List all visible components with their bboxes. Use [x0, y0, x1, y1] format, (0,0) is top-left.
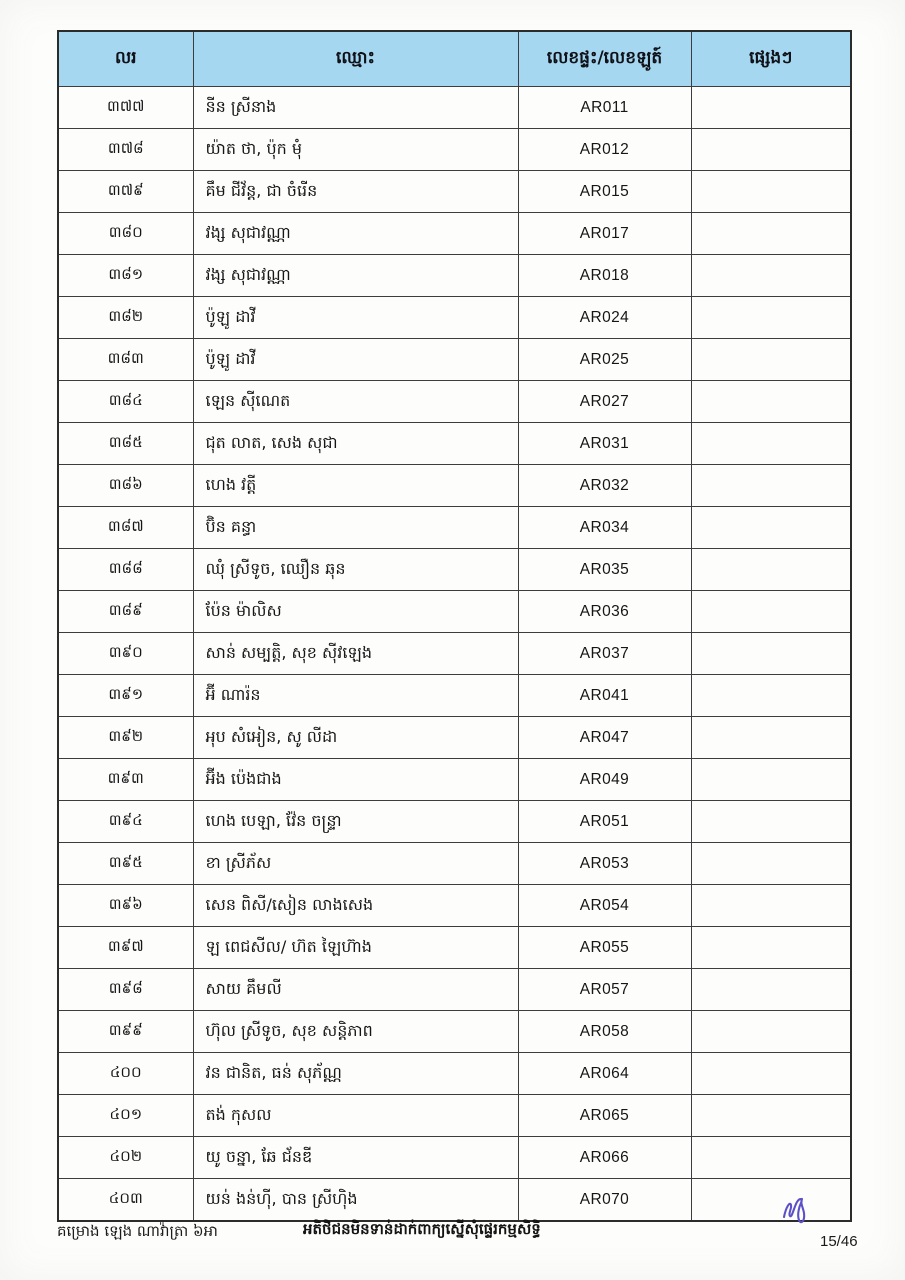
other-cell — [691, 297, 851, 339]
row-number-cell: ៣៩៦ — [58, 885, 193, 927]
lot-code-cell: AR049 — [518, 759, 691, 801]
name-cell: យន់ ងន់ហ៊ី, បាន ស្រីហ៊ិង — [193, 1179, 518, 1222]
name-cell: នីន ស្រីនាង — [193, 87, 518, 129]
table-row — [58, 927, 851, 969]
lot-code-cell: AR037 — [518, 633, 691, 675]
table-body — [58, 87, 851, 1222]
column-header-house-lot: លេខផ្ទះ/លេខឡូត៍ — [518, 31, 691, 87]
footer-project-name: គម្រោង ឡេង ណាវ៉ាត្រា ៦អា — [57, 1222, 218, 1240]
lot-code-cell: AR034 — [518, 507, 691, 549]
row-number-cell: ៣៧៧ — [58, 87, 193, 129]
lot-code-cell: AR011 — [518, 87, 691, 129]
row-number-cell: ៣៨៦ — [58, 465, 193, 507]
row-number-cell: ៣៩២ — [58, 717, 193, 759]
lot-code-cell: AR035 — [518, 549, 691, 591]
name-cell: វង្ស សុជាវណ្ណា — [193, 255, 518, 297]
name-cell: សាន់ សម្បត្តិ, សុខ ស៊ីវឡេង — [193, 633, 518, 675]
row-number-cell: ៣៩១ — [58, 675, 193, 717]
row-number-cell: ៣៨៧ — [58, 507, 193, 549]
other-cell — [691, 885, 851, 927]
lot-code-cell: AR058 — [518, 1011, 691, 1053]
other-cell — [691, 171, 851, 213]
lot-code-cell: AR036 — [518, 591, 691, 633]
other-cell — [691, 633, 851, 675]
name-cell: អ៊ីង ប៉េងជាង — [193, 759, 518, 801]
lot-code-cell: AR012 — [518, 129, 691, 171]
table-row — [58, 885, 851, 927]
other-cell — [691, 1137, 851, 1179]
name-cell: តង់ កុសល — [193, 1095, 518, 1137]
table-row — [58, 423, 851, 465]
other-cell — [691, 843, 851, 885]
row-number-cell: ៣៨០ — [58, 213, 193, 255]
row-number-cell: ៤០០ — [58, 1053, 193, 1095]
other-cell — [691, 549, 851, 591]
row-number-cell: ៣៩៩ — [58, 1011, 193, 1053]
table-row — [58, 339, 851, 381]
row-number-cell: ៣៩០ — [58, 633, 193, 675]
row-number-cell: ៣៨១ — [58, 255, 193, 297]
lot-code-cell: AR015 — [518, 171, 691, 213]
row-number-cell: ៣៨២ — [58, 297, 193, 339]
table-row — [58, 759, 851, 801]
other-cell — [691, 129, 851, 171]
table-row — [58, 507, 851, 549]
other-cell — [691, 927, 851, 969]
table-row — [58, 1179, 851, 1222]
name-cell: ប៉ែន ម៉ាលិស — [193, 591, 518, 633]
name-cell: ជុត លាត, សេង សុជា — [193, 423, 518, 465]
table-row — [58, 549, 851, 591]
table-row — [58, 1053, 851, 1095]
name-cell: អ៊ី ណារ៉ន — [193, 675, 518, 717]
table-row — [58, 675, 851, 717]
lot-code-cell: AR041 — [518, 675, 691, 717]
other-cell — [691, 759, 851, 801]
row-number-cell: ៣៩៧ — [58, 927, 193, 969]
other-cell — [691, 507, 851, 549]
other-cell — [691, 213, 851, 255]
table-row — [58, 465, 851, 507]
lot-code-cell: AR032 — [518, 465, 691, 507]
name-cell: ប៊ិន គន្ធា — [193, 507, 518, 549]
column-header-name: ឈ្មោះ — [193, 31, 518, 87]
name-cell: សេន ពិសី/សៀន លាងសេង — [193, 885, 518, 927]
other-cell — [691, 1179, 851, 1222]
table-row — [58, 1011, 851, 1053]
lot-code-cell: AR054 — [518, 885, 691, 927]
name-cell: ឡេន ស៊ីណេត — [193, 381, 518, 423]
footer-note: អតិថិជនមិនទាន់ដាក់ពាក្យស្នើសុំផ្ទេរកម្មសិទ្ធិ — [303, 1220, 541, 1238]
name-cell: យ៉ាត ថា, ប៉ុក មុំ — [193, 129, 518, 171]
row-number-cell: ៣៧៨ — [58, 129, 193, 171]
table-row — [58, 1095, 851, 1137]
row-number-cell: ៣៨៩ — [58, 591, 193, 633]
row-number-cell: ៤០២ — [58, 1137, 193, 1179]
row-number-cell: ៣៨៣ — [58, 339, 193, 381]
lot-code-cell: AR031 — [518, 423, 691, 465]
lot-code-cell: AR024 — [518, 297, 691, 339]
name-cell: គឹម ជីវ័ន្ត, ជា ចំរើន — [193, 171, 518, 213]
lot-code-cell: AR018 — [518, 255, 691, 297]
name-cell: ប៉ូឡូ ដាវី — [193, 339, 518, 381]
other-cell — [691, 675, 851, 717]
lot-code-cell: AR065 — [518, 1095, 691, 1137]
table-row — [58, 717, 851, 759]
row-number-cell: ៣៩៣ — [58, 759, 193, 801]
lot-code-cell: AR055 — [518, 927, 691, 969]
lot-code-cell: AR017 — [518, 213, 691, 255]
table-row — [58, 633, 851, 675]
lot-code-cell: AR047 — [518, 717, 691, 759]
other-cell — [691, 717, 851, 759]
other-cell — [691, 339, 851, 381]
row-number-cell: ៣៩៤ — [58, 801, 193, 843]
name-cell: ឈុំ ស្រីទូច, ឈឿន ឆុន — [193, 549, 518, 591]
other-cell — [691, 1011, 851, 1053]
other-cell — [691, 1095, 851, 1137]
table-row — [58, 297, 851, 339]
table-row — [58, 843, 851, 885]
other-cell — [691, 801, 851, 843]
lot-code-cell: AR066 — [518, 1137, 691, 1179]
lot-code-cell: AR051 — [518, 801, 691, 843]
table-row — [58, 129, 851, 171]
name-cell: ប៉ូឡូ ដាវី — [193, 297, 518, 339]
lot-code-cell: AR070 — [518, 1179, 691, 1222]
table-row — [58, 87, 851, 129]
column-header-other: ផ្សេងៗ — [691, 31, 851, 87]
lot-code-cell: AR053 — [518, 843, 691, 885]
table-row — [58, 801, 851, 843]
name-cell: ហ៊ុល ស្រីទូច, សុខ សន្តិភាព — [193, 1011, 518, 1053]
name-cell: ខា ស្រីភ័ស — [193, 843, 518, 885]
name-cell: ហេង បេឡា, វ៉ែន ចន្ទ្រា — [193, 801, 518, 843]
other-cell — [691, 465, 851, 507]
table-row — [58, 381, 851, 423]
page-number: 15/46 — [820, 1233, 858, 1250]
name-cell: ឡ ពេជសីល/ ហ៊ត ឡៃហ៊ាង — [193, 927, 518, 969]
lot-code-cell: AR027 — [518, 381, 691, 423]
row-number-cell: ៣៩៥ — [58, 843, 193, 885]
table-header-row — [58, 31, 851, 87]
handwritten-initial-icon — [781, 1190, 811, 1230]
other-cell — [691, 969, 851, 1011]
table-row — [58, 969, 851, 1011]
table-row — [58, 1137, 851, 1179]
other-cell — [691, 591, 851, 633]
other-cell — [691, 1053, 851, 1095]
row-number-cell: ៤០៣ — [58, 1179, 193, 1222]
row-number-cell: ៤០១ — [58, 1095, 193, 1137]
name-cell: ហេង វត្តី — [193, 465, 518, 507]
column-header-number: លរ — [58, 31, 193, 87]
other-cell — [691, 423, 851, 465]
name-cell: វង្ស សុជាវណ្ណា — [193, 213, 518, 255]
table-row — [58, 255, 851, 297]
registry-table — [57, 30, 852, 1222]
name-cell: អុប សំអៀន, សូ លីដា — [193, 717, 518, 759]
other-cell — [691, 255, 851, 297]
row-number-cell: ៣៨៤ — [58, 381, 193, 423]
name-cell: វន ជានិត, ធន់ សុភ័ណ្ណ — [193, 1053, 518, 1095]
table-row — [58, 171, 851, 213]
other-cell — [691, 381, 851, 423]
lot-code-cell: AR057 — [518, 969, 691, 1011]
row-number-cell: ៣៨៥ — [58, 423, 193, 465]
lot-code-cell: AR064 — [518, 1053, 691, 1095]
other-cell — [691, 87, 851, 129]
table-row — [58, 591, 851, 633]
row-number-cell: ៣៧៩ — [58, 171, 193, 213]
row-number-cell: ៣៨៨ — [58, 549, 193, 591]
name-cell: យូ ចន្នា, ឆែ ជ័នឌី — [193, 1137, 518, 1179]
table-row — [58, 213, 851, 255]
name-cell: សាយ គឹមលី — [193, 969, 518, 1011]
row-number-cell: ៣៩៨ — [58, 969, 193, 1011]
lot-code-cell: AR025 — [518, 339, 691, 381]
